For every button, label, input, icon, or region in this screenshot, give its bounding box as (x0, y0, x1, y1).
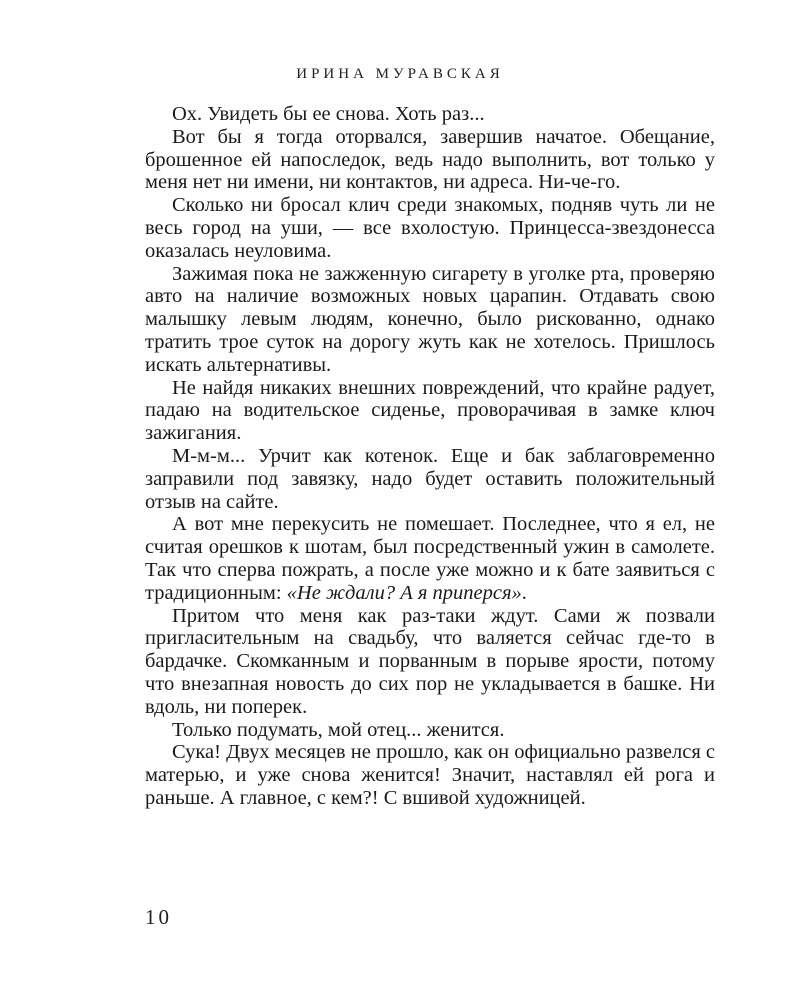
paragraph: А вот мне перекусить не помешает. Последнее, что я ел, не считая орешков к шотам, был посредственный ужин в самолете. Так что сперва пожрать, а после уже можно и к бате заявиться с традиционным: «Не ждали? А я приперся». (145, 513, 715, 604)
paragraph: Ох. Увидеть бы ее снова. Хоть раз... (172, 103, 485, 125)
page-body-text (145, 103, 715, 810)
paragraph: Только подумать, мой отец... женится. (172, 718, 505, 741)
paragraph: Сука! Двух месяцев не прошло, как он официально развелся с матерью, и уже снова женится! Значит, наставлял ей рога и раньше. А главное, с кем?! С вшивой художницей. (145, 741, 715, 809)
paragraph: М-м-м... Урчит как котенок. Еще и бак заблаговременно заправили под завязку, надо будет оставить положительный отзыв на сайте. (145, 444, 715, 513)
paragraph: Сколько ни бросал клич среди знакомых, подняв чуть ли не весь город на уши, — все вхолостую. Принцесса-звездонесса оказалась неуловима. (145, 194, 715, 262)
page-number: 10 (145, 905, 172, 929)
running-header: ИРИНА МУРАВСКАЯ (296, 66, 504, 82)
italic-quote: «Не ждали? А я приперся» (286, 581, 522, 604)
paragraph: Не найдя никаких внешних повреждений, что крайне радует, падаю на водительское сиденье, проворачивая в замке ключ зажигания. (145, 376, 715, 445)
paragraph: Зажимая пока не зажженную сигарету в уголке рта, проверяю авто на наличие возможных новых царапин. Отдавать свою малышку левым людям, конечно, было рискованно, однако тратить трое суток на дорогу жуть как не хотелось. Пришлось искать альтернативы. (145, 262, 715, 376)
paragraph: Притом что меня как раз-таки ждут. Сами ж позвали пригласительным на свадьбу, что валяется сейчас где-то в бардачке. Скомканным и порванным в порыве ярости, потому что внезапная новость до сих пор не укладывается в башке. Ни вдоль, ни поперек. (145, 604, 715, 718)
paragraph: Вот бы я тогда оторвался, завершив начатое. Обещание, брошенное ей напоследок, ведь надо выполнить, вот только у меня нет ни имени, ни контактов, ни адреса. Ни-че-го. (145, 125, 715, 194)
